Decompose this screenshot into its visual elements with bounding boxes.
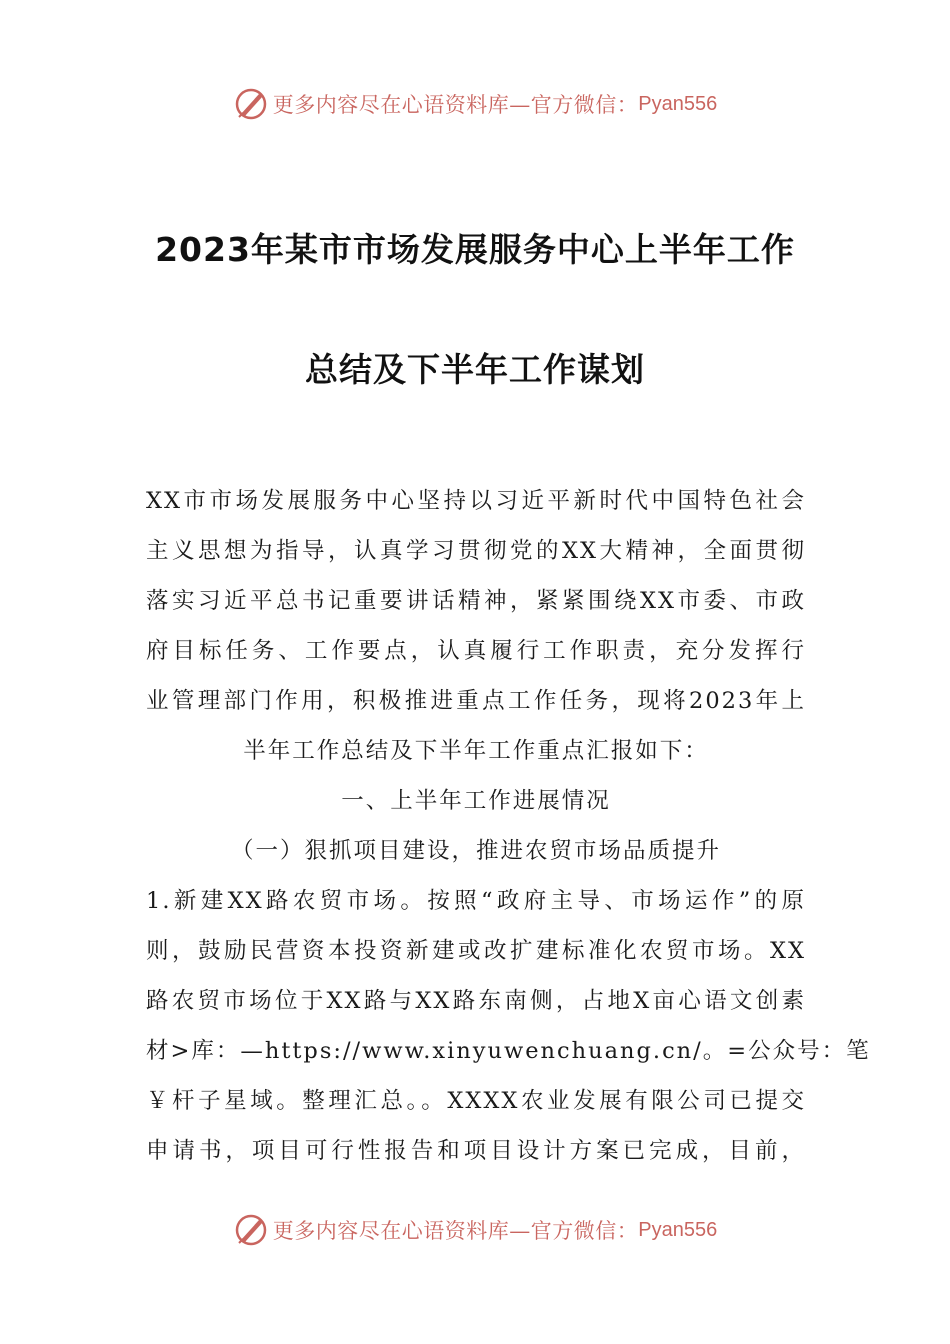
pen-circle-logo-icon [233, 86, 269, 122]
body-line: ￥杆子星域。整理汇总。。XXXX农业发展有限公司已提交 [146, 1088, 806, 1114]
body-line: 1.新建XX路农贸市场。按照“政府主导、市场运作”的原 [146, 888, 806, 914]
document-title-line-2: 总结及下半年工作谋划 [305, 350, 645, 389]
body-line: 材>库：—https://www.xinyuwenchuang.cn/。=公众号：笔 [146, 1038, 871, 1064]
watermark-id: Pyan556 [638, 92, 718, 115]
watermark-id: Pyan556 [638, 1218, 718, 1241]
body-line: 半年工作总结及下半年工作重点汇报如下： [243, 738, 709, 764]
body-line: 府目标任务、工作要点，认真履行工作职责，充分发挥行 [146, 638, 806, 664]
document-body [146, 476, 871, 1176]
body-line: 路农贸市场位于XX路与XX路东南侧，占地X亩心语文创素 [146, 988, 806, 1014]
body-line: 申请书，项目可行性报告和项目设计方案已完成，目前， [146, 1138, 806, 1164]
watermark-text: 更多内容尽在心语资料库—官方微信： [272, 1219, 639, 1243]
watermark-banner-bottom [0, 1210, 950, 1250]
body-line: 则，鼓励民营资本投资新建或改扩建标准化农贸市场。XX [146, 938, 806, 964]
section-heading: 一、上半年工作进展情况 [341, 788, 611, 814]
body-line: XX市市场发展服务中心坚持以习近平新时代中国特色社会 [146, 488, 806, 514]
body-line: 主义思想为指导，认真学习贯彻党的XX大精神，全面贯彻 [146, 538, 806, 564]
watermark-text: 更多内容尽在心语资料库—官方微信： [272, 93, 639, 117]
subsection-heading: （一）狠抓项目建设，推进农贸市场品质提升 [230, 838, 721, 864]
document-title-line-1: 2023年某市市场发展服务中心上半年工作 [155, 230, 795, 269]
body-line: 业管理部门作用，积极推进重点工作任务，现将2023年上 [146, 688, 806, 714]
pen-circle-logo-icon [233, 1212, 269, 1248]
body-line: 落实习近平总书记重要讲话精神，紧紧围绕XX市委、市政 [146, 588, 806, 614]
watermark-banner-top [0, 84, 950, 124]
